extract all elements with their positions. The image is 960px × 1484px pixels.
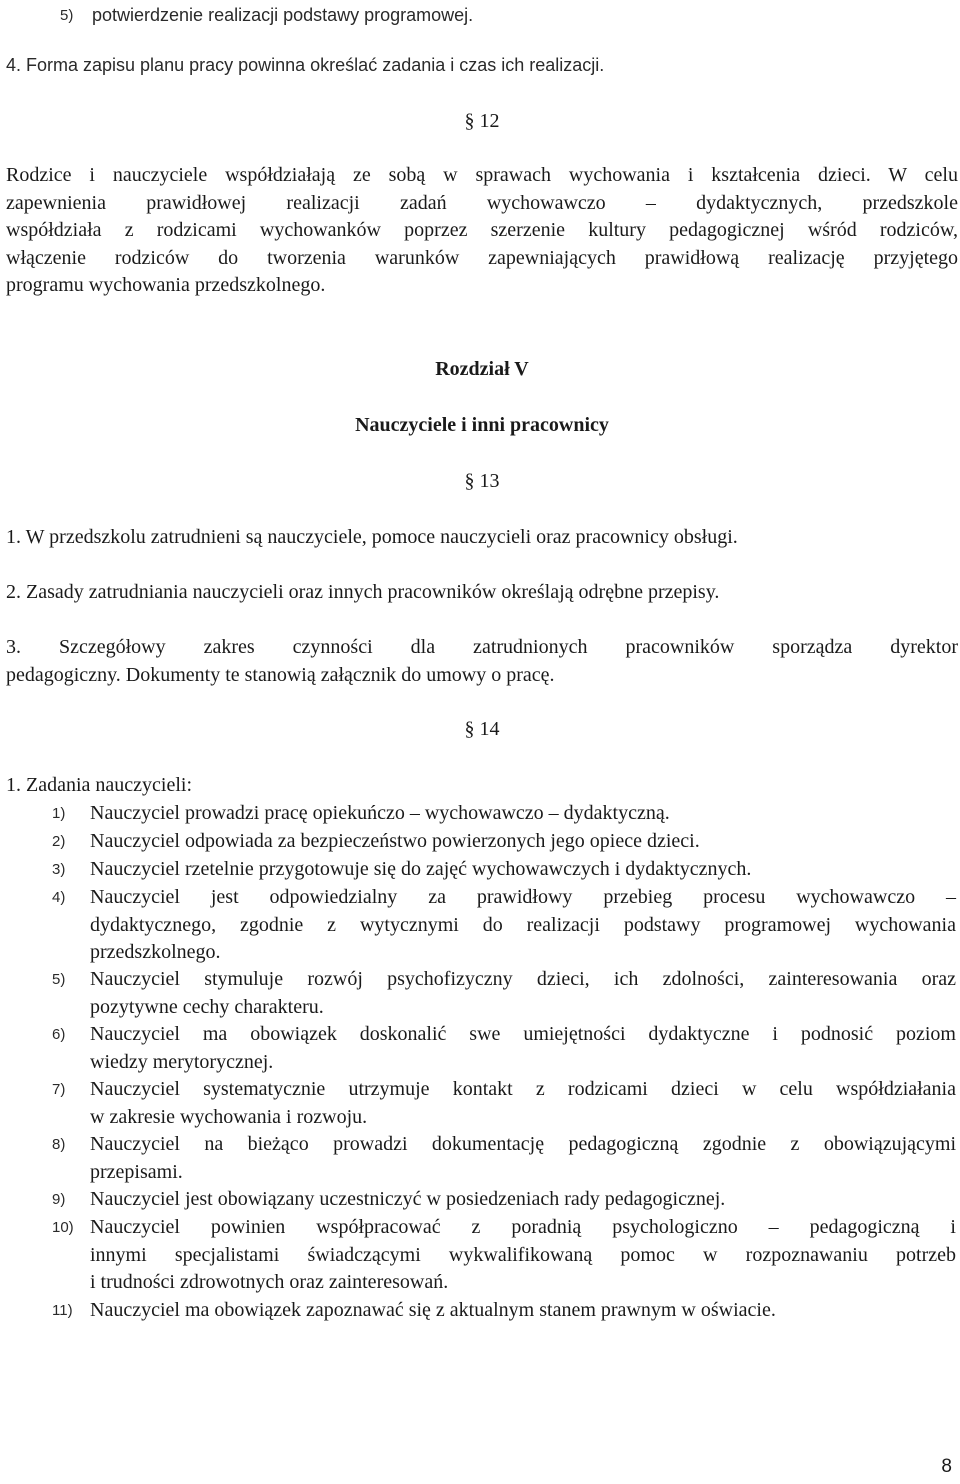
paragraph-13-point-2: 2. Zasady zatrudniania nauczycieli oraz innych pracowników określają odrębne przepisy. [6, 581, 720, 603]
text-line: Nauczyciel rzetelnie przygotowuje się do zajęć wychowawczych i dydaktycznych. [90, 858, 752, 880]
text-line: programu wychowania przedszkolnego. [6, 274, 326, 296]
list-item-number: 9) [52, 1191, 66, 1208]
list-item-text [90, 966, 956, 1021]
text-line: 3. Szczegółowy zakres czynności dla zatrudnionych pracowników sporządza dyrektor [6, 636, 958, 658]
list-item-text [90, 1186, 956, 1214]
paragraph-14-intro: 1. Zadania nauczycieli: [6, 774, 193, 796]
text-line: Nauczyciel jest odpowiedzialny za prawidłowy przebieg procesu wychowawczo – [90, 886, 956, 908]
text-line: Rodzice i nauczyciele współdziałają ze sobą w sprawach wychowania i kształcenia dzieci. W celu [6, 164, 958, 186]
page-number: 8 [941, 1456, 952, 1477]
list-item-text [90, 856, 956, 884]
list-item-number: 2) [52, 833, 66, 850]
text-line: Nauczyciel stymuluje rozwój psychofizyczny dzieci, ich zdolności, zainteresowania oraz [90, 968, 956, 990]
text-line: Nauczyciel odpowiada za bezpieczeństwo powierzonych jego opiece dzieci. [90, 830, 700, 852]
list-item-text [90, 800, 956, 828]
text-line: innymi specjalistami świadczącymi wykwalifikowaną pomoc w rozpoznawaniu potrzeb [90, 1243, 956, 1266]
list-item-text [90, 828, 956, 856]
text-line: dydaktycznego, zgodnie z wytycznymi do realizacji podstawy programowej wychowania [90, 913, 956, 936]
list-item-text [90, 1076, 956, 1131]
text-line: Nauczyciel ma obowiązek doskonalić swe umiejętności dydaktyczne i podnosić poziom [90, 1023, 956, 1045]
paragraph-13-point-3 [6, 634, 958, 689]
text-line: i trudności zdrowotnych oraz zainteresowań. [90, 1271, 449, 1293]
list-item-number: 6) [52, 1026, 66, 1043]
section-heading-13: § 13 [464, 470, 500, 492]
list-item-number: 1) [52, 805, 66, 822]
text-line: przepisami. [90, 1160, 183, 1183]
list-item-number: 8) [52, 1136, 66, 1153]
paragraph-point-4: 4. Forma zapisu planu pracy powinna określać zadania i czas ich realizacji. [6, 55, 605, 75]
text-line: zapewnienia prawidłowej realizacji zadań wychowawczo – dydaktycznych, przedszkole [6, 191, 958, 214]
text-line: Nauczyciel prowadzi pracę opiekuńczo – wychowawczo – dydaktyczną. [90, 802, 670, 824]
section-heading-12: § 12 [464, 110, 500, 132]
list-item-text [90, 1214, 956, 1297]
list-item-number: 11) [52, 1302, 73, 1319]
text-line: Nauczyciel jest obowiązany uczestniczyć w posiedzeniach rady pedagogicznej. [90, 1188, 726, 1210]
list-item-number: 5) [52, 971, 66, 988]
list-item-number: 5) [60, 7, 74, 24]
list-item-number: 4) [52, 889, 66, 906]
list-item-text [90, 884, 956, 967]
text-line: pozytywne cechy charakteru. [90, 995, 324, 1018]
chapter-title: Rozdział V [435, 358, 529, 380]
paragraph-12 [6, 162, 958, 300]
list-item-number: 7) [52, 1081, 66, 1098]
section-heading-14: § 14 [464, 718, 500, 740]
list-item-text [90, 1131, 956, 1186]
document-page [6, 0, 958, 1484]
text-line: Nauczyciel ma obowiązek zapoznawać się z aktualnym stanem prawnym w oświacie. [90, 1299, 776, 1321]
text-line: Nauczyciel na bieżąco prowadzi dokumentację pedagogiczną zgodnie z obowiązującymi [90, 1133, 956, 1155]
list-item-number: 10) [52, 1219, 74, 1236]
text-line: wiedzy merytorycznej. [90, 1050, 274, 1073]
text-line: Nauczyciel powinien współpracować z poradnią psychologiczno – pedagogiczną i [90, 1216, 956, 1238]
text-line: przedszkolnego. [90, 941, 221, 963]
list-item-text: potwierdzenie realizacji podstawy programowej. [92, 5, 474, 25]
text-line: pedagogiczny. Dokumenty te stanowią załącznik do umowy o pracę. [6, 663, 555, 686]
chapter-subtitle: Nauczyciele i inni pracownicy [355, 414, 609, 436]
list-item-text [90, 1297, 956, 1325]
text-line: współdziała z rodzicami wychowanków poprzez szerzenie kultury pedagogicznej wśród rodziców, [6, 219, 958, 241]
paragraph-13-point-1: 1. W przedszkolu zatrudnieni są nauczyciele, pomoce nauczycieli oraz pracownicy obsługi. [6, 526, 738, 548]
text-line: włączenie rodziców do tworzenia warunków zapewniających prawidłową realizację przyjętego [6, 246, 958, 269]
text-line: w zakresie wychowania i rozwoju. [90, 1105, 368, 1128]
list-item-number: 3) [52, 861, 66, 878]
list-item-text [90, 1021, 956, 1076]
text-line: Nauczyciel systematycznie utrzymuje kontakt z rodzicami dzieci w celu współdziałania [90, 1078, 956, 1100]
